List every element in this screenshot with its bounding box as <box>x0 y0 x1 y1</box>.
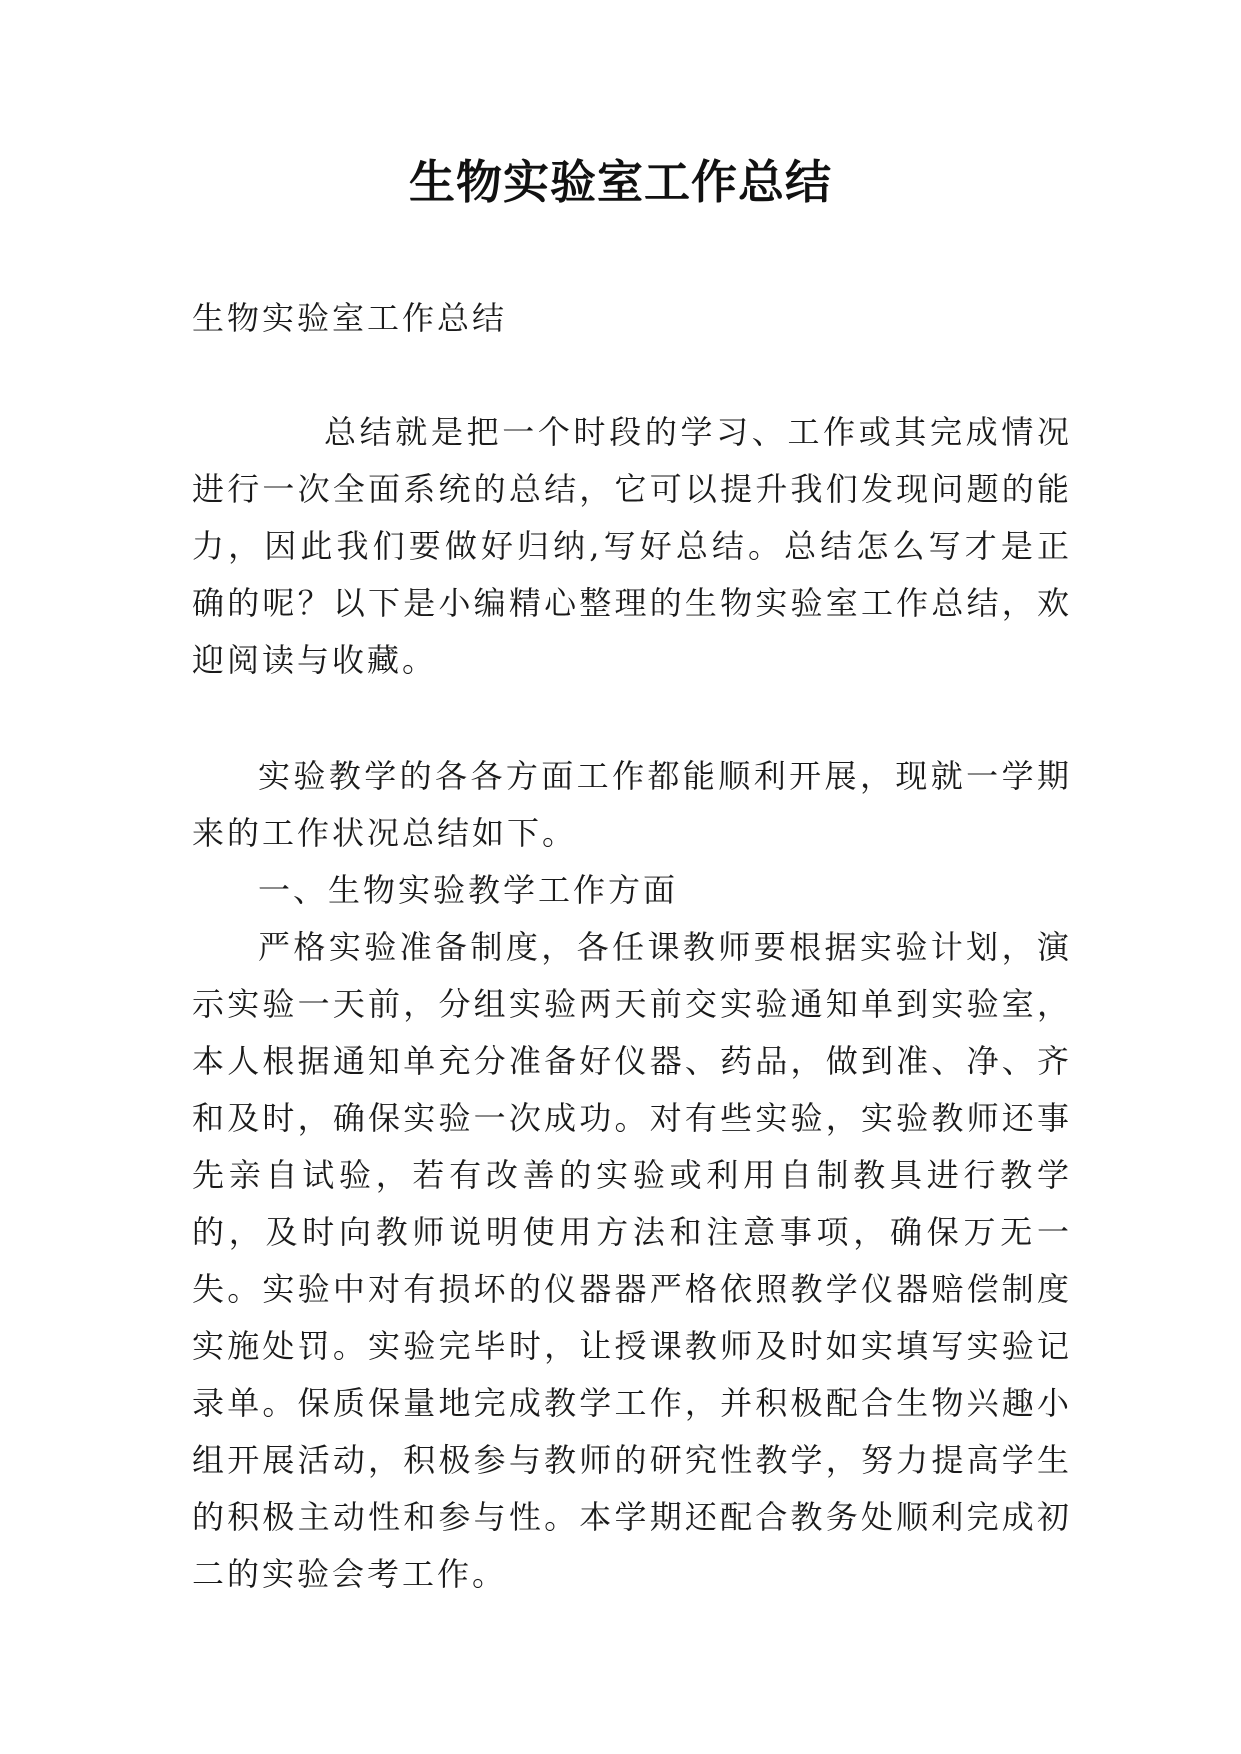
intro-paragraph: 总结就是把一个时段的学习、工作或其完成情况进行一次全面系统的总结，它可以提升我们发现问题的能力，因此我们要做好归纳,写好总结。总结怎么写才是正确的呢？以下是小编精心整理的生物实验室工作总结，欢迎阅读与收藏。 <box>192 413 1072 679</box>
section-heading: 一、生物实验教学工作方面 <box>258 871 679 909</box>
section-body-paragraph: 严格实验准备制度，各任课教师要根据实验计划，演示实验一天前，分组实验两天前交实验通知单到实验室，本人根据通知单充分准备好仪器、药品，做到准、净、齐和及时，确保实验一次成功。对有些实验，实验教师还事先亲自试验，若有改善的实验或利用自制教具进行教学的，及时向教师说明使用方法和注意事项，确保万无一失。实验中对有损坏的仪器器严格依照教学仪器赔偿制度实施处罚。实验完毕时，让授课教师及时如实填写实验记录单。保质保量地完成教学工作，并积极配合生物兴趣小组开展活动，积极参与教师的研究性教学，努力提高学生的积极主动性和参与性。本学期还配合教务处顺利完成初二的实验会考工作。 <box>192 928 1072 1593</box>
overview-paragraph: 实验教学的各各方面工作都能顺利开展，现就一学期来的工作状况总结如下。 <box>192 757 1072 852</box>
document-title: 生物实验室工作总结 <box>409 155 832 209</box>
document-subtitle: 生物实验室工作总结 <box>192 299 508 337</box>
